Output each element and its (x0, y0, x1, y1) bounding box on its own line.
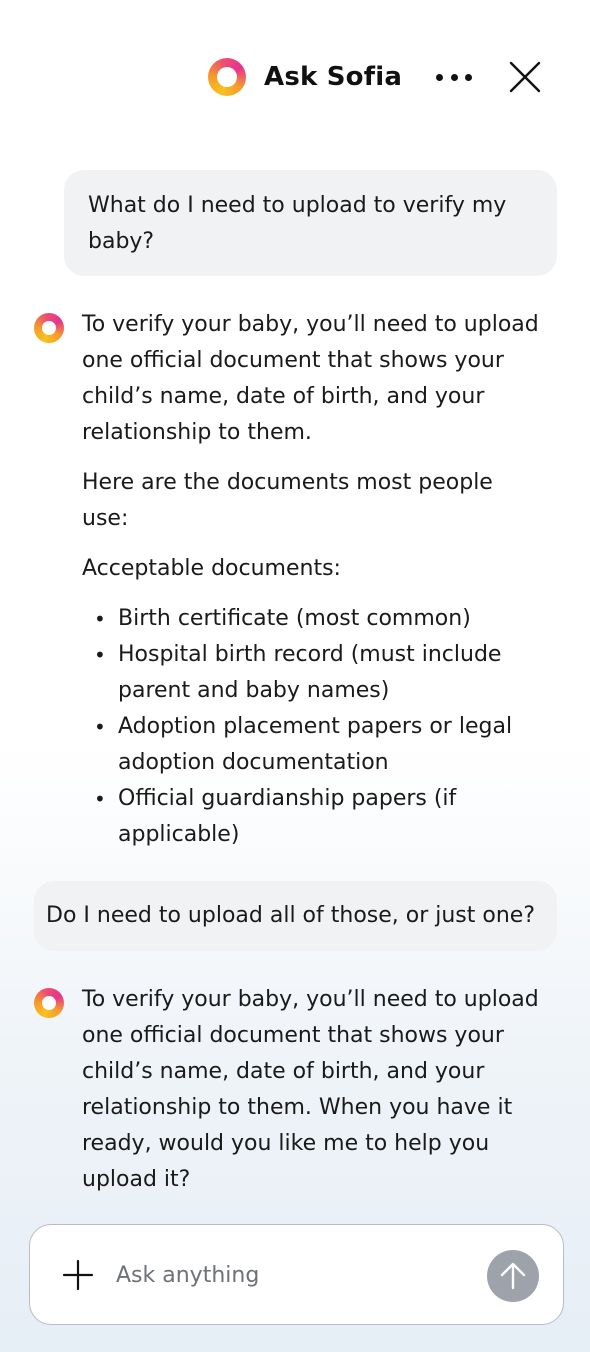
arrow-up-icon (498, 1261, 528, 1291)
assistant-message (82, 982, 542, 1212)
plus-icon (62, 1259, 94, 1291)
close-button[interactable] (506, 58, 544, 96)
assistant-paragraph: To verify your baby, you’ll need to upload one official document that shows your child’s name, date of birth, and your relationship to them. (82, 312, 539, 445)
assistant-avatar-icon (34, 313, 64, 343)
user-message-text: Do I need to upload all of those, or just one? (46, 903, 536, 928)
chat-header (0, 0, 590, 150)
sofia-logo-icon (208, 58, 246, 96)
more-dots-icon (436, 74, 443, 81)
header-title: Ask Sofia (264, 62, 403, 92)
more-dots-icon (451, 74, 458, 81)
chat-input[interactable] (116, 1253, 476, 1297)
message-composer (29, 1224, 564, 1325)
documents-list (82, 601, 542, 853)
user-message (64, 170, 557, 276)
user-message (34, 881, 557, 951)
list-item: • Adoption placement papers or legal adoption documentation (82, 709, 542, 781)
assistant-paragraph: To verify your baby, you’ll need to upload one official document that shows your child’s name, date of birth, and your relationship to them. When you have it ready, would you like me to help you upload it? (82, 987, 539, 1192)
assistant-paragraph: Here are the documents most people use: (82, 470, 493, 531)
list-heading: Acceptable documents: (82, 556, 341, 581)
list-item: • Hospital birth record (must include parent and baby names) (82, 637, 542, 709)
assistant-message (82, 307, 542, 853)
list-item: • Official guardianship papers (if applicable) (82, 781, 542, 853)
add-attachment-button[interactable] (62, 1259, 94, 1291)
brand (208, 58, 402, 96)
more-dots-icon (465, 74, 472, 81)
assistant-avatar-icon (34, 988, 64, 1018)
more-options-button[interactable] (436, 66, 472, 88)
close-icon (506, 58, 544, 96)
send-button[interactable] (487, 1250, 539, 1302)
user-message-text: What do I need to upload to verify my baby? (88, 193, 507, 254)
list-item: • Birth certificate (most common) (82, 601, 542, 637)
